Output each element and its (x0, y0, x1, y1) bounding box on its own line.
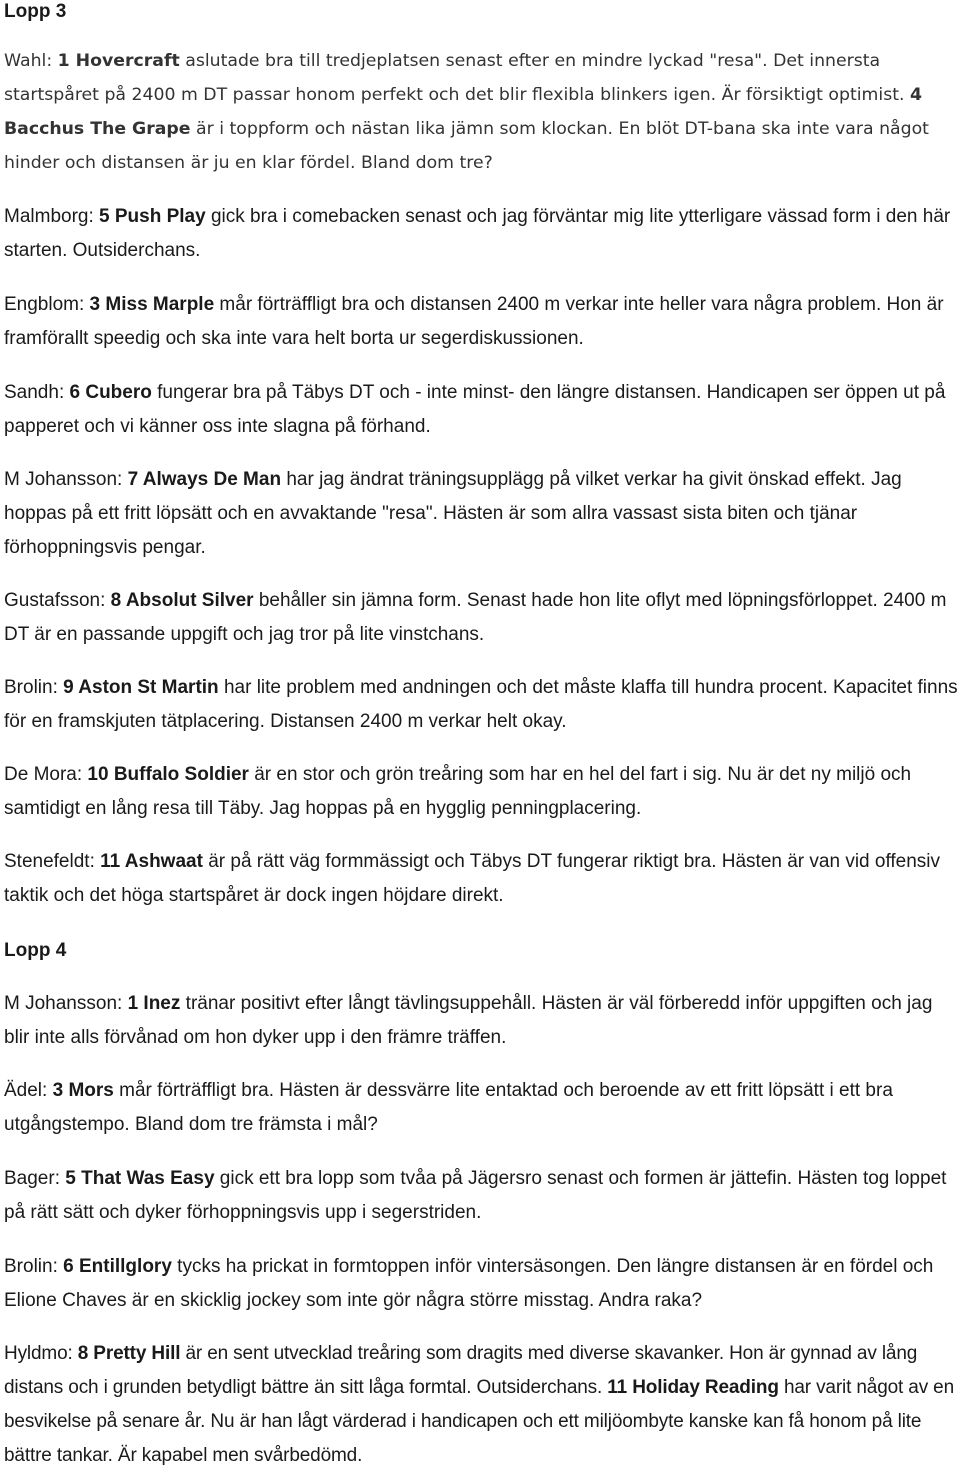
paragraph (4, 845, 960, 913)
horse-name: 7 Always De Man (127, 469, 282, 490)
paragraph-text: tränar positivt efter långt tävlingsuppehåll. Hästen är väl förberedd inför uppgiften och jag blir inte alls förvånad om hon dyker upp i den främre träffen. (4, 993, 933, 1048)
horse-name: 6 Entillglory (63, 1256, 172, 1277)
paragraph-text: Ädel: (4, 1080, 53, 1101)
paragraph-text: Hyldmo: (4, 1343, 78, 1364)
paragraph-text: mår förträffligt bra. Hästen är dessvärre lite entaktad och beroende av ett fritt löpsätt i ett bra utgångstempo. Bland dom tre främsta i mål? (4, 1080, 893, 1135)
section-heading-lopp-3: Lopp 3 (4, 1, 67, 22)
paragraph (4, 671, 960, 739)
paragraph-text: är en stor och grön treåring som har en hel del fart i sig. Nu är det ny miljö och samtidigt en lång resa till Täby. Jag hoppas på en hygglig penningplacering. (4, 764, 912, 819)
horse-name: 11 Holiday Reading (607, 1377, 779, 1398)
paragraph-text: har lite problem med andningen och det måste klaffa till hundra procent. Kapacitet finns för en framskjuten tätplacering. Distansen 2400 m verkar helt okay. (4, 677, 958, 732)
paragraph-text: har varit något av en besvikelse på senare år. Nu är han lågt värderad i handicapen och ett miljöombyte kanske kan få honom på lite bättre tankar. Är kapabel men svårbedömd. (4, 1377, 955, 1466)
paragraph (4, 987, 960, 1055)
horse-name: 5 Push Play (99, 206, 206, 227)
paragraph-text: är i toppform och nästan lika jämn som klockan. En blöt DT-bana ska inte vara något hinder och distansen är ju en klar fördel. Bland dom tre? (4, 119, 929, 173)
paragraph (4, 758, 960, 826)
horse-name: 5 That Was Easy (65, 1168, 215, 1189)
horse-name: 6 Cubero (69, 382, 152, 403)
paragraph (4, 584, 960, 652)
paragraph (4, 288, 960, 356)
paragraph-text: M Johansson: (4, 993, 128, 1014)
paragraph-text: gick bra i comebacken senast och jag förväntar mig lite ytterligare vässad form i den här starten. Outsiderchans. (4, 206, 951, 261)
paragraph (4, 44, 960, 180)
horse-name: 8 Absolut Silver (110, 590, 254, 611)
paragraph-text: M Johansson: (4, 469, 128, 490)
paragraph-text: Sandh: (4, 382, 70, 403)
paragraph-text: Malmborg: (4, 206, 100, 227)
horse-name: 1 Inez (127, 993, 181, 1014)
paragraph-text: Wahl: (4, 51, 58, 71)
paragraph (4, 200, 960, 268)
horse-name: 11 Ashwaat (100, 851, 203, 872)
horse-name: 9 Aston St Martin (63, 677, 219, 698)
paragraph (4, 1162, 960, 1230)
paragraph-text: är en sent utvecklad treåring som dragits med diverse skavanker. Hon är gynnad av lång distans och i grunden betydligt bättre än sitt låga formtal. Outsiderchans. (4, 1343, 918, 1398)
paragraph-text: gick ett bra lopp som tvåa på Jägersro senast och formen är jättefin. Hästen tog loppet på rätt sätt och dyker förhoppningsvis upp i segerstriden. (4, 1168, 947, 1223)
horse-name: 4 Bacchus The Grape (4, 85, 922, 139)
paragraph-text: Brolin: (4, 1256, 64, 1277)
paragraph-text: Brolin: (4, 677, 64, 698)
section-heading-lopp-4: Lopp 4 (4, 940, 67, 961)
paragraph-text: är på rätt väg formmässigt och Täbys DT fungerar riktigt bra. Hästen är van vid offensiv taktik och det höga startspåret är dock ingen höjdare direkt. (4, 851, 941, 906)
paragraph-text: har jag ändrat träningsupplägg på vilket verkar ha givit önskad effekt. Jag hoppas på ett fritt löpsätt och en avvaktande "resa". Hästen är som allra vassast sista biten och tjänar förhoppningsvis pengar. (4, 469, 902, 558)
paragraph (4, 1250, 960, 1318)
paragraph-text: Bager: (4, 1168, 66, 1189)
paragraph (4, 463, 960, 565)
paragraph-text: behåller sin jämna form. Senast hade hon lite oflyt med löpningsförloppet. 2400 m DT är en passande uppgift och jag tror på lite vinstchans. (4, 590, 947, 645)
horse-name: 8 Pretty Hill (77, 1343, 181, 1364)
paragraph-text: tycks ha prickat in formtoppen inför vintersäsongen. Den längre distansen är en fördel och Elione Chaves är en skicklig jockey som inte gör några större misstag. Andra raka? (4, 1256, 934, 1311)
paragraph-text: Gustafsson: (4, 590, 111, 611)
horse-name: 3 Miss Marple (89, 294, 215, 315)
paragraph (4, 1337, 960, 1473)
horse-name: 3 Mors (52, 1080, 114, 1101)
paragraph-text: mår förträffligt bra och distansen 2400 m verkar inte heller vara några problem. Hon är framförallt speedig och ska inte vara helt borta ur segerdiskussionen. (4, 294, 944, 349)
horse-name: 1 Hovercraft (57, 51, 180, 71)
paragraph-text: fungerar bra på Täbys DT och - inte minst- den längre distansen. Handicapen ser öppen ut på papperet och vi känner oss inte slagna på förhand. (4, 382, 946, 437)
paragraph-text: aslutade bra till tredjeplatsen senast efter en mindre lyckad "resa". Det innersta startspåret på 2400 m DT passar honom perfekt och det blir flexibla blinkers igen. Är försiktigt optimist. (4, 51, 910, 105)
paragraph (4, 1074, 960, 1142)
paragraph-text: Stenefeldt: (4, 851, 101, 872)
paragraph-text: De Mora: (4, 764, 88, 785)
horse-name: 10 Buffalo Soldier (87, 764, 249, 785)
paragraph (4, 376, 960, 444)
paragraph-text: Engblom: (4, 294, 90, 315)
